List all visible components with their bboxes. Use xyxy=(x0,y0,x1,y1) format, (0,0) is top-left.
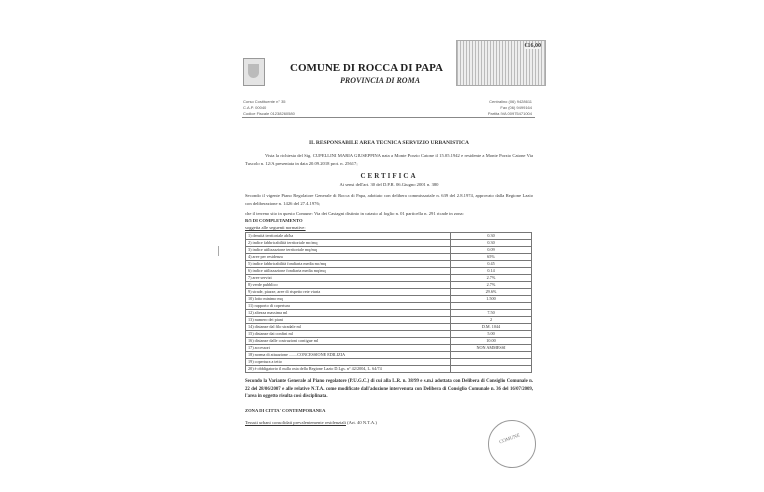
norm-label: 3) indice utilizzazione territoriale mq/mq xyxy=(246,247,451,254)
norm-value: D.M. 1044 xyxy=(451,324,532,331)
contact-block xyxy=(460,99,532,117)
table-row xyxy=(246,247,532,254)
norm-value: 2.7% xyxy=(451,282,532,289)
certifica-subtitle: Ai sensi dell'art. 30 del D.P.R. 06.Giugno 2001 n. 380 xyxy=(339,182,439,187)
norm-value xyxy=(451,359,532,366)
norm-label: 16) distanze dalle costruzioni contigue ml xyxy=(246,338,451,345)
norm-label: 6) indice utilizzazione fondiaria media mq/mq xyxy=(246,268,451,275)
address-line: Corso Costituente n° 35 xyxy=(243,99,286,104)
document-title: COMUNE DI ROCCA DI PAPA xyxy=(290,62,443,74)
norm-label: 13) numero dei piani xyxy=(246,317,451,324)
norm-value: 65% xyxy=(451,254,532,261)
contact-line: Centralino (06) 9428611 xyxy=(489,99,532,104)
norm-value: 2 xyxy=(451,317,532,324)
intro-paragraph: Vista la richiesta del Sig. CUPELLINI MARIA GIUSEPPINA nata a Monte Porzio Catone il 15.05.1942 e residente a Monte Porzio Catone Via Tuscolo n. 12/A presentata in data 20.09.2018 prot. n. 25617; xyxy=(245,153,533,166)
norm-label: 17) accessori xyxy=(246,345,451,352)
scan-mark xyxy=(218,246,221,256)
norms-table xyxy=(245,232,532,373)
variant-paragraph: Secondo la Variante Generale al Piano regolatore (P.U.G.C.) di cui alla L.R. n. 38/99 e s.m.i adottata con Delibera di Consiglio Comunale n. 22 del 28/06/2007 e alle relative N.T.A. come modificate dall'adozione intervenuta con Delibera di Consiglio Comunale n. 36 del 16/07/2009, l'area in oggetto risulta così disciplinata. xyxy=(245,379,533,399)
table-row xyxy=(246,310,532,317)
norm-value xyxy=(451,303,532,310)
table-row xyxy=(246,233,532,240)
address-line: Codice Fiscale 01238260580 xyxy=(243,111,295,116)
certifica-title: CERTIFICA xyxy=(360,172,418,180)
table-row xyxy=(246,240,532,247)
table-row xyxy=(246,352,532,359)
province-subtitle: PROVINCIA DI ROMA xyxy=(340,76,421,85)
table-row xyxy=(246,338,532,345)
zone-label: B/5 DI COMPLETAMENTO xyxy=(245,218,303,223)
norm-value: 0.30 xyxy=(451,240,532,247)
norm-label: 15) distanze dai confini ml xyxy=(246,331,451,338)
table-row xyxy=(246,345,532,352)
norm-label: 10) lotto minimo mq xyxy=(246,296,451,303)
norm-value: 10.00 xyxy=(451,338,532,345)
norm-label: 20) è obbligatorio il nulla osta della Regione Lazio D.Lgs. n° 42/2004, L. 64/74 xyxy=(246,366,451,373)
norm-label: 8) verde pubblico xyxy=(246,282,451,289)
table-row xyxy=(246,289,532,296)
tessuti-text: Tessuti urbani consolidati prevalentemente residenziali xyxy=(245,420,346,425)
contact-line: Partita IVA 00975471004 xyxy=(487,111,532,116)
norm-label: 18) norma di attuazione ........CONCESSIONE EDILIZIA xyxy=(246,352,451,359)
municipal-crest-logo xyxy=(243,58,265,86)
norm-value: 5.00 xyxy=(451,331,532,338)
norm-value: NON AMMESSI xyxy=(451,345,532,352)
norm-value: 0.45 xyxy=(451,261,532,268)
norm-label: 4) aree per residenza xyxy=(246,254,451,261)
table-row xyxy=(246,331,532,338)
tessuti-line xyxy=(245,419,533,427)
section-heading: IL RESPONSABILE AREA TECNICA SERVIZIO URBANISTICA xyxy=(308,140,470,146)
table-row xyxy=(246,275,532,282)
header-divider xyxy=(242,117,535,118)
address-line: C.A.P. 00040 xyxy=(243,105,267,110)
document-body xyxy=(245,140,533,427)
official-seal xyxy=(488,420,536,468)
plan-paragraph: Secondo il vigente Piano Regolatore Generale di Rocca di Papa, adottato con delibera commissariale n. 639 del 2.8.1974, approvato dalla Regione Lazio con deliberazione n. 1426 del 27.4.1976; xyxy=(245,193,533,206)
subject-text: soggetta alle seguenti normative: xyxy=(245,225,306,230)
contact-line: Fax (06) 9499164 xyxy=(500,105,532,110)
norm-value: 0.30 xyxy=(451,233,532,240)
table-row xyxy=(246,317,532,324)
stamp-amount: €16,00 xyxy=(524,43,541,49)
norm-label: 9) strade, piazze, aree di rispetto rete viaria xyxy=(246,289,451,296)
norm-label: 14) distanze dal filo stradale ml xyxy=(246,324,451,331)
table-row xyxy=(246,268,532,275)
norm-value: 2.7% xyxy=(451,275,532,282)
tessuti-ref: (Art. 40 N.T.A.) xyxy=(347,420,377,425)
norm-value: 7.50 xyxy=(451,310,532,317)
norm-value: 29.6% xyxy=(451,289,532,296)
norm-value: 0.14 xyxy=(451,268,532,275)
norm-label: 19) copertura a tetto xyxy=(246,359,451,366)
norm-label: 12) altezza massima ml xyxy=(246,310,451,317)
address-block xyxy=(243,99,295,117)
land-text: che il terreno sito in questo Comune: Via dei Castagni distinto in catasto al foglio n. 01 particella n. 291 ricade in zona: xyxy=(245,211,464,216)
table-row xyxy=(246,296,532,303)
norm-label: 7) aree servizi xyxy=(246,275,451,282)
norm-label: 11) rapporto di copertura xyxy=(246,303,451,310)
norm-label: 1) densità territoriale ab/ha xyxy=(246,233,451,240)
zona-title: ZONA DI CITTA' CONTEMPORANEA xyxy=(245,407,326,413)
table-row xyxy=(246,282,532,289)
table-row xyxy=(246,303,532,310)
norm-label: 2) indice fabbricabilità territoriale mc/mq xyxy=(246,240,451,247)
land-paragraph xyxy=(245,210,533,231)
norm-value: 1.500 xyxy=(451,296,532,303)
table-row xyxy=(246,359,532,366)
table-row xyxy=(246,324,532,331)
seal-text: COMUNE xyxy=(498,433,521,446)
norm-value xyxy=(451,366,532,373)
table-row xyxy=(246,261,532,268)
revenue-stamp xyxy=(456,40,546,86)
norm-value: 0.09 xyxy=(451,247,532,254)
table-row xyxy=(246,366,532,373)
norm-label: 5) indice fabbricabilità fondiaria media mc/mq xyxy=(246,261,451,268)
table-row xyxy=(246,254,532,261)
norm-value xyxy=(451,352,532,359)
